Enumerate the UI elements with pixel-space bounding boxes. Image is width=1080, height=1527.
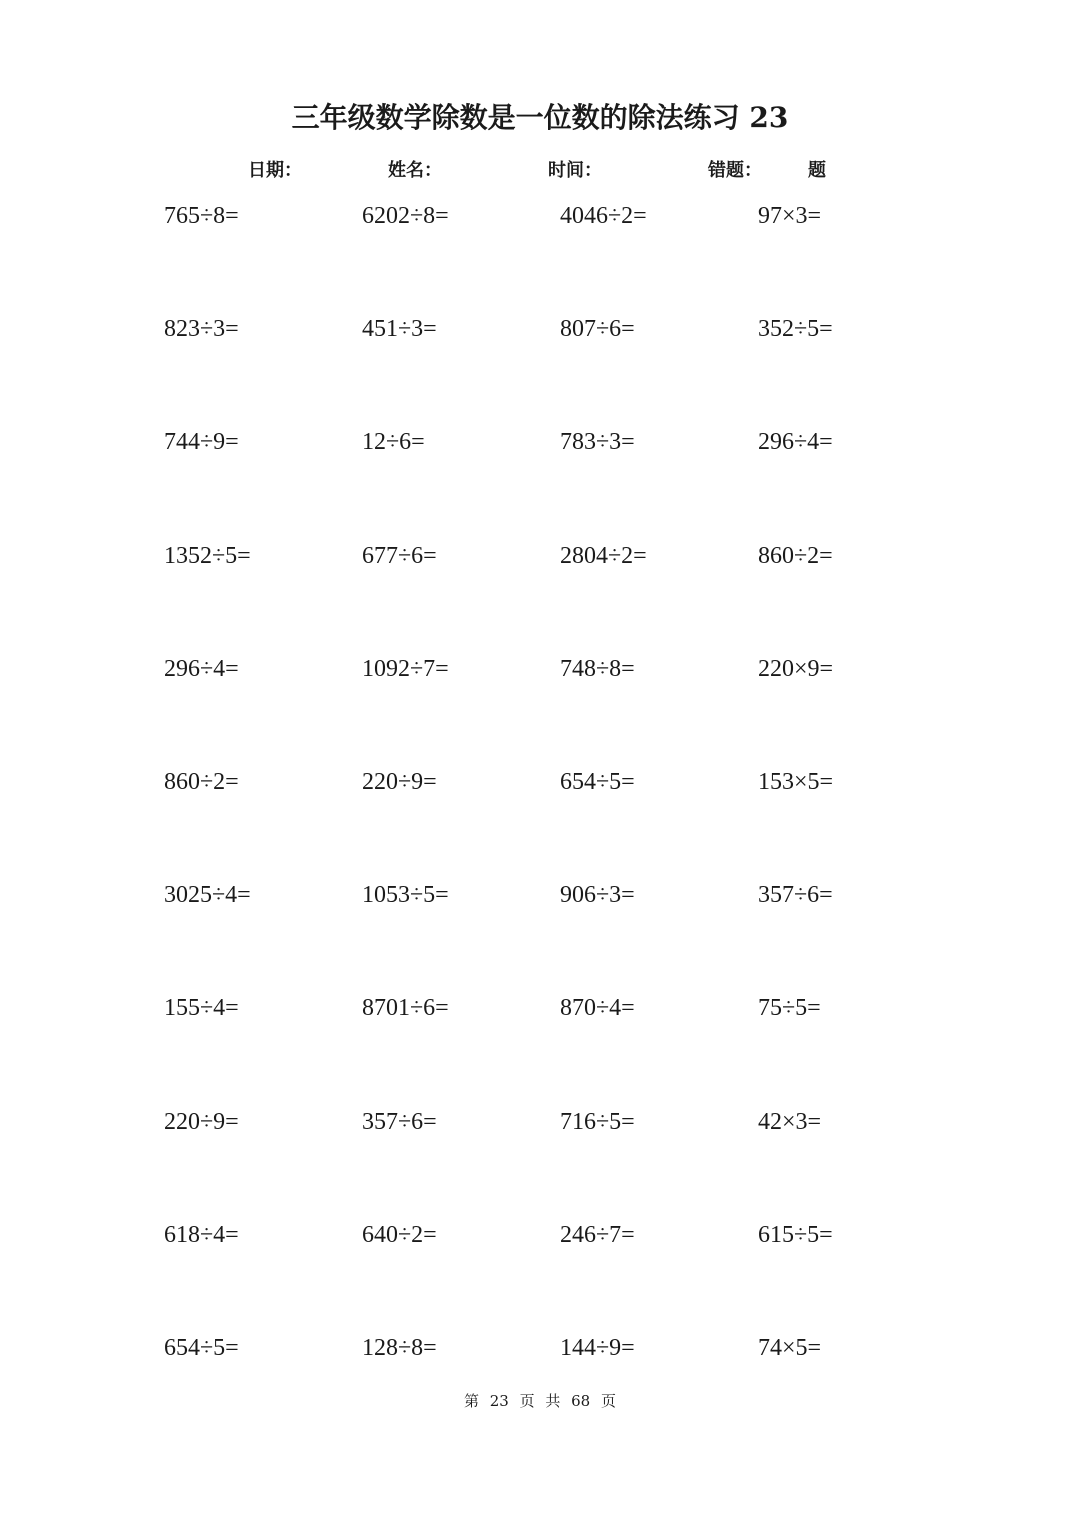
problem-row xyxy=(164,992,964,1105)
problem-row xyxy=(164,426,964,539)
problem: 8701÷6= xyxy=(362,995,449,1022)
problem: 357÷6= xyxy=(758,882,833,909)
problem: 640÷2= xyxy=(362,1221,437,1248)
problem: 870÷4= xyxy=(560,995,635,1022)
problem: 451÷3= xyxy=(362,316,437,343)
problem: 748÷8= xyxy=(560,655,635,682)
problem: 42×3= xyxy=(758,1108,822,1135)
problem: 220÷9= xyxy=(362,768,437,795)
date-label: 日期： xyxy=(248,160,302,181)
page-footer: 第 23 页 共 68 页 xyxy=(463,1392,616,1410)
problem: 654÷5= xyxy=(164,1334,239,1361)
problem: 357÷6= xyxy=(362,1108,437,1135)
problem-grid xyxy=(164,200,964,1445)
problem: 296÷4= xyxy=(164,655,239,682)
problem-row xyxy=(164,200,964,313)
problem-row xyxy=(164,766,964,879)
problem: 860÷2= xyxy=(164,768,239,795)
problem-row xyxy=(164,653,964,766)
problem-row xyxy=(164,1106,964,1219)
problem: 744÷9= xyxy=(164,429,239,456)
problem-row xyxy=(164,1332,964,1445)
problem: 807÷6= xyxy=(560,316,635,343)
problem: 1352÷5= xyxy=(164,542,251,569)
problem: 128÷8= xyxy=(362,1334,437,1361)
problem: 352÷5= xyxy=(758,316,833,343)
problem-row xyxy=(164,540,964,653)
problem: 716÷5= xyxy=(560,1108,635,1135)
problem-row xyxy=(164,313,964,426)
problem: 860÷2= xyxy=(758,542,833,569)
problem: 246÷7= xyxy=(560,1221,635,1248)
problem: 296÷4= xyxy=(758,429,833,456)
problem: 765÷8= xyxy=(164,203,239,229)
problem: 3025÷4= xyxy=(164,882,251,909)
problem: 220×9= xyxy=(758,655,834,682)
problem: 74×5= xyxy=(758,1334,822,1361)
problem: 654÷5= xyxy=(560,768,635,795)
problem: 677÷6= xyxy=(362,542,437,569)
problem: 97×3= xyxy=(758,203,822,229)
problem: 12÷6= xyxy=(362,429,425,456)
problem: 2804÷2= xyxy=(560,542,647,569)
problem: 144÷9= xyxy=(560,1334,635,1361)
problem-row xyxy=(164,1219,964,1332)
time-label: 时间： xyxy=(548,160,602,181)
problem: 155÷4= xyxy=(164,995,239,1022)
problem: 906÷3= xyxy=(560,882,635,909)
problem: 618÷4= xyxy=(164,1221,239,1248)
problem: 823÷3= xyxy=(164,316,239,343)
problem: 615÷5= xyxy=(758,1221,833,1248)
problem: 1092÷7= xyxy=(362,655,449,682)
problem: 75÷5= xyxy=(758,995,821,1022)
problem-row xyxy=(164,879,964,992)
errors-unit: 题 xyxy=(808,160,826,181)
page-title: 三年级数学除数是一位数的除法练习 23 xyxy=(291,101,789,134)
problem: 6202÷8= xyxy=(362,203,449,229)
problem: 4046÷2= xyxy=(560,203,647,229)
problem: 1053÷5= xyxy=(362,882,449,909)
problem: 220÷9= xyxy=(164,1108,239,1135)
problem: 783÷3= xyxy=(560,429,635,456)
name-label: 姓名： xyxy=(388,160,442,181)
problem: 153×5= xyxy=(758,768,834,795)
errors-label: 错题： xyxy=(708,160,762,181)
